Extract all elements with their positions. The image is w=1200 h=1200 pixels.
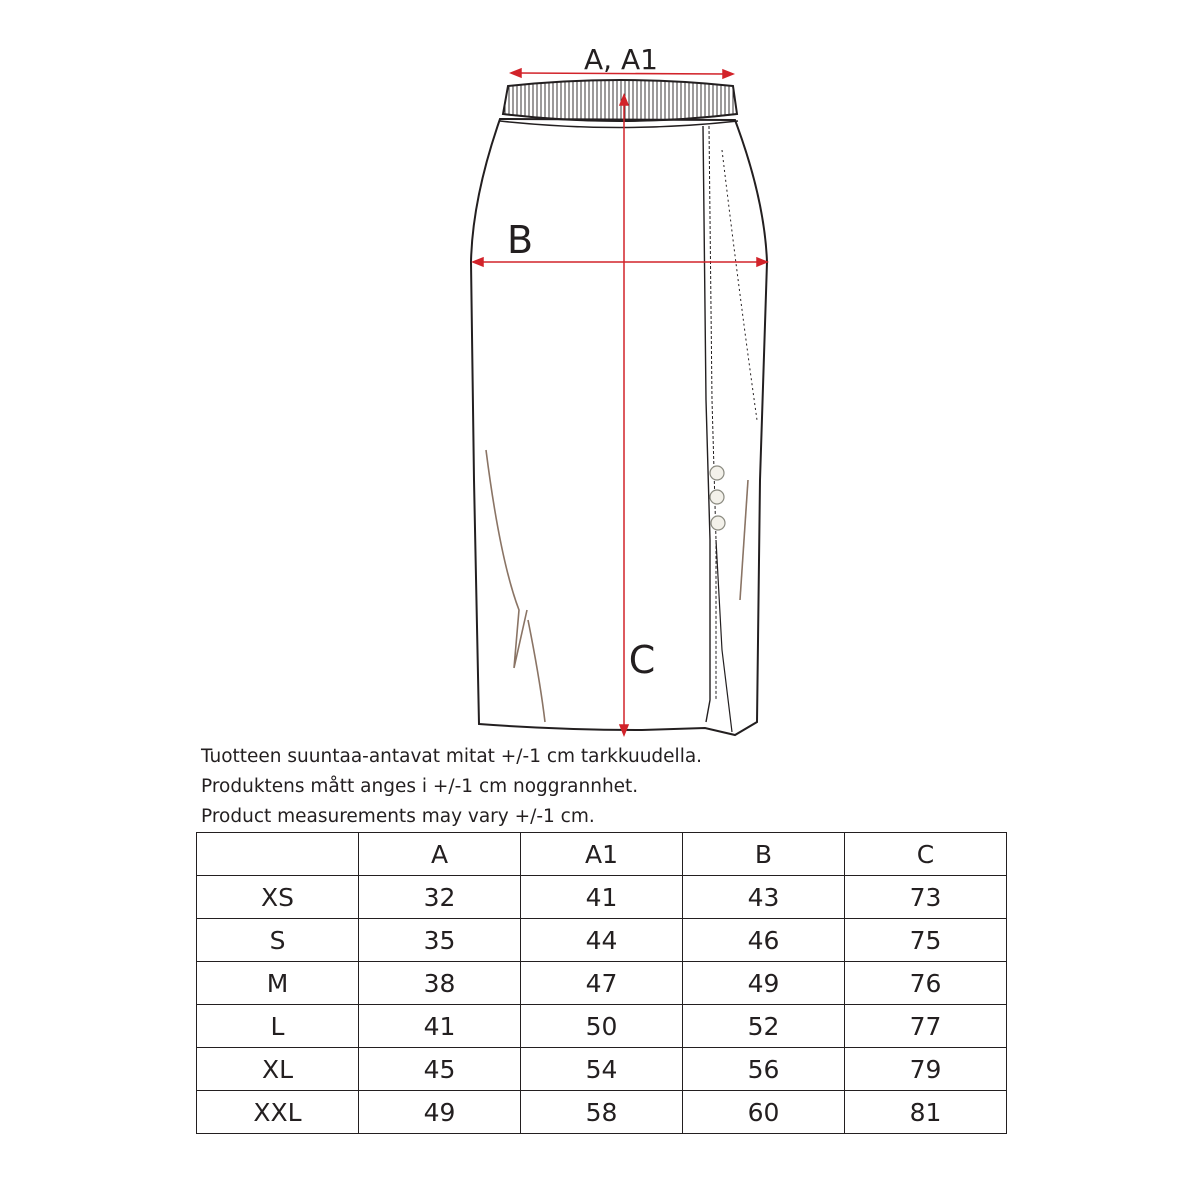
size-cell: XL [197, 1048, 359, 1091]
size-cell: L [197, 1005, 359, 1048]
size-cell: M [197, 962, 359, 1005]
header-cell: A [359, 833, 521, 876]
value-cell: 76 [845, 962, 1007, 1005]
table-row [197, 1048, 1007, 1091]
table-row [197, 962, 1007, 1005]
value-cell: 46 [683, 919, 845, 962]
length-label: C [628, 638, 656, 682]
table-header-row [197, 833, 1007, 876]
value-cell: 56 [683, 1048, 845, 1091]
header-cell: A1 [521, 833, 683, 876]
value-cell: 77 [845, 1005, 1007, 1048]
waist-label: A, A1 [584, 43, 658, 76]
button-icon [711, 516, 725, 530]
button-icon [710, 466, 724, 480]
button-icon [710, 490, 724, 504]
header-cell: B [683, 833, 845, 876]
value-cell: 49 [359, 1091, 521, 1134]
size-cell: XXL [197, 1091, 359, 1134]
note-finnish: Tuotteen suuntaa-antavat mitat +/-1 cm tarkkuudella. [201, 746, 703, 767]
note-english: Product measurements may vary +/-1 cm. [201, 806, 595, 827]
value-cell: 44 [521, 919, 683, 962]
value-cell: 49 [683, 962, 845, 1005]
note-swedish: Produktens mått anges i +/-1 cm noggrannhet. [201, 776, 639, 797]
value-cell: 79 [845, 1048, 1007, 1091]
size-cell: XS [197, 876, 359, 919]
table-row [197, 876, 1007, 919]
value-cell: 45 [359, 1048, 521, 1091]
table-row [197, 1091, 1007, 1134]
header-cell: C [845, 833, 1007, 876]
value-cell: 32 [359, 876, 521, 919]
value-cell: 54 [521, 1048, 683, 1091]
value-cell: 47 [521, 962, 683, 1005]
table-row [197, 1005, 1007, 1048]
header-cell [197, 833, 359, 876]
size-cell: S [197, 919, 359, 962]
value-cell: 38 [359, 962, 521, 1005]
side-buttons [710, 466, 725, 530]
table-row [197, 919, 1007, 962]
value-cell: 73 [845, 876, 1007, 919]
value-cell: 75 [845, 919, 1007, 962]
value-cell: 41 [521, 876, 683, 919]
value-cell: 43 [683, 876, 845, 919]
measurement-notes [201, 742, 1001, 832]
value-cell: 58 [521, 1091, 683, 1134]
value-cell: 81 [845, 1091, 1007, 1134]
value-cell: 35 [359, 919, 521, 962]
size-chart-table [196, 832, 1007, 1134]
value-cell: 50 [521, 1005, 683, 1048]
value-cell: 52 [683, 1005, 845, 1048]
value-cell: 41 [359, 1005, 521, 1048]
hip-label: B [506, 218, 534, 262]
value-cell: 60 [683, 1091, 845, 1134]
